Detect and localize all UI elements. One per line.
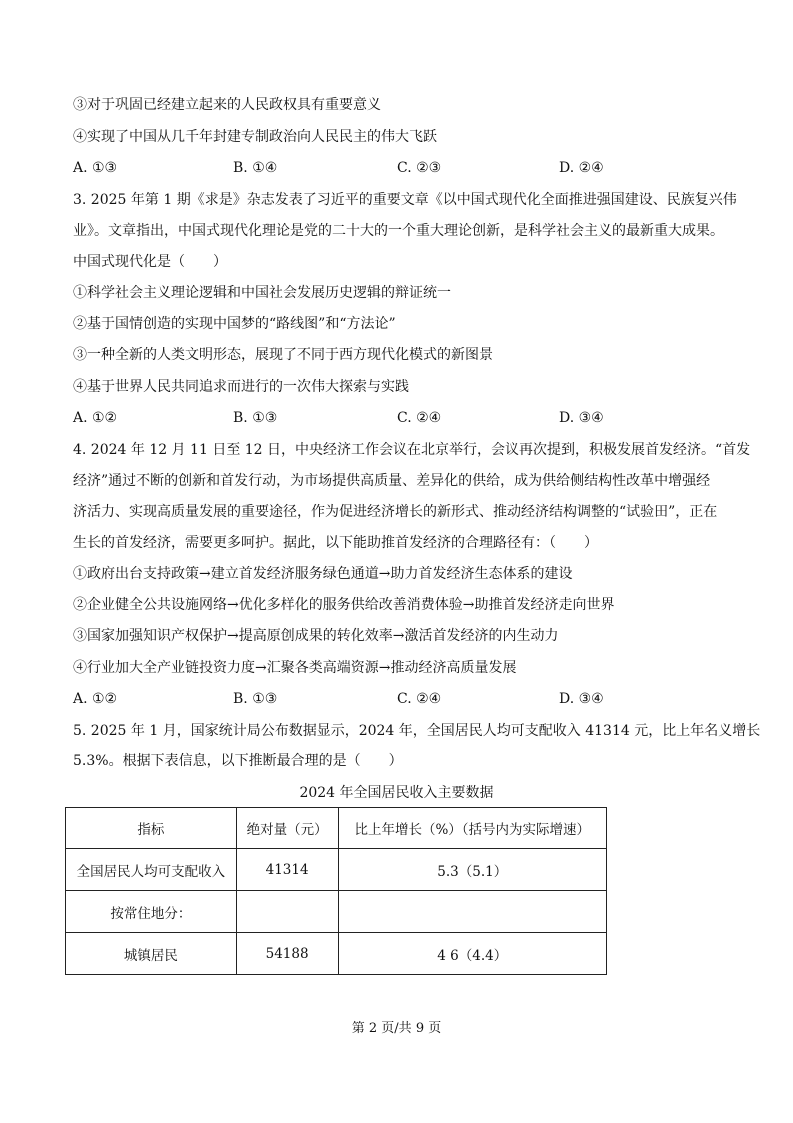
q3-statement-2: ②基于国情创造的实现中国梦的“路线图”和“方法论” <box>73 316 396 332</box>
table-row <box>66 891 607 933</box>
q2-option-a[interactable]: A. ①③ <box>73 160 118 176</box>
table-cell: 按常住地分： <box>66 891 237 933</box>
q4-statement-4: ④行业加大全产业链投资力度→汇聚各类高端资源→推动经济高质量发展 <box>73 660 517 676</box>
q4-option-a[interactable]: A. ①② <box>73 691 118 707</box>
q3-statement-3: ③一种全新的人类文明形态，展现了不同于西方现代化模式的新图景 <box>73 347 493 363</box>
q4-option-d[interactable]: D. ③④ <box>559 691 604 707</box>
table-row <box>66 933 607 975</box>
table-cell: 41314 <box>236 849 338 891</box>
table-cell <box>338 891 606 933</box>
page-number-footer: 第 2 页/共 9 页 <box>351 1021 442 1036</box>
q3-stem-line-2: 业》。文章指出，中国式现代化理论是党的二十大的一个重大理论创新，是科学社会主义的最新重大成果。 <box>73 223 724 239</box>
q2-options <box>73 158 723 178</box>
table-cell: 城镇居民 <box>66 933 237 975</box>
q2-option-d[interactable]: D. ②④ <box>559 160 604 176</box>
q4-statement-1: ①政府出台支持政策→建立首发经济服务绿色通道→助力首发经济生态体系的建设 <box>73 566 573 582</box>
header-growth-rate: 比上年增长（%）（括号内为实际增速） <box>338 808 606 849</box>
q2-option-b[interactable]: B. ①④ <box>233 160 278 176</box>
q4-option-c[interactable]: C. ②④ <box>397 691 442 707</box>
q5-stem-line-2: 5.3%。根据下表信息，以下推断最合理的是（ ） <box>73 753 403 769</box>
q4-option-b[interactable]: B. ①③ <box>233 691 278 707</box>
q4-stem-line-2: 经济”通过不断的创新和首发行动，为市场提供高质量、差异化的供给，成为供给侧结构性改革中增强经 <box>73 473 711 489</box>
table-cell: 4 6（4.4） <box>338 933 606 975</box>
q4-stem-line-3: 济活力、实现高质量发展的重要途径，作为促进经济增长的新形式、推动经济结构调整的“试验田”，正在 <box>73 504 718 520</box>
header-absolute-amount: 绝对量（元） <box>236 808 338 849</box>
q2-option-c[interactable]: C. ②③ <box>397 160 442 176</box>
q3-option-b[interactable]: B. ①③ <box>233 410 278 426</box>
q3-stem-line-1: 3. 2025 年第 1 期《求是》杂志发表了习近平的重要文章《以中国式现代化全面推进强国建设、民族复兴伟 <box>73 192 737 208</box>
q4-stem-line-1: 4. 2024 年 12 月 11 日至 12 日，中央经济工作会议在北京举行，会议再次提到，积极发展首发经济。“首发 <box>73 442 751 458</box>
statement-4: ④实现了中国从几千年封建专制政治向人民民主的伟大飞跃 <box>73 129 437 145</box>
q3-option-c[interactable]: C. ②④ <box>397 410 442 426</box>
q4-statement-2: ②企业健全公共设施网络→优化多样化的服务供给改善消费体验→助推首发经济走向世界 <box>73 597 615 613</box>
q5-stem-line-1: 5. 2025 年 1 月，国家统计局公布数据显示，2024 年，全国居民人均可支配收入 41314 元，比上年名义增长 <box>73 723 761 739</box>
table-row <box>66 849 607 891</box>
table-cell: 54188 <box>236 933 338 975</box>
q3-statement-4: ④基于世界人民共同追求而进行的一次伟大探索与实践 <box>73 379 409 395</box>
q4-statement-3: ③国家加强知识产权保护→提高原创成果的转化效率→激活首发经济的内生动力 <box>73 628 559 644</box>
statement-3: ③对于巩固已经建立起来的人民政权具有重要意义 <box>73 97 381 113</box>
header-indicator: 指标 <box>66 808 237 849</box>
table-caption: 2024 年全国居民收入主要数据 <box>299 785 494 801</box>
table-header-row <box>66 808 607 849</box>
q4-stem-line-4: 生长的首发经济，需要更多呵护。据此，以下能助推首发经济的合理路径有：（ ） <box>73 535 598 551</box>
q3-statement-1: ①科学社会主义理论逻辑和中国社会发展历史逻辑的辩证统一 <box>73 285 451 301</box>
q3-option-a[interactable]: A. ①② <box>73 410 118 426</box>
table-cell <box>236 891 338 933</box>
q3-stem-line-3: 中国式现代化是（ ） <box>73 254 227 270</box>
q4-options <box>73 689 723 709</box>
q3-options <box>73 408 723 428</box>
table-cell: 5.3（5.1） <box>338 849 606 891</box>
q3-option-d[interactable]: D. ③④ <box>559 410 604 426</box>
table-cell: 全国居民人均可支配收入 <box>66 849 237 891</box>
income-data-table <box>65 807 607 975</box>
